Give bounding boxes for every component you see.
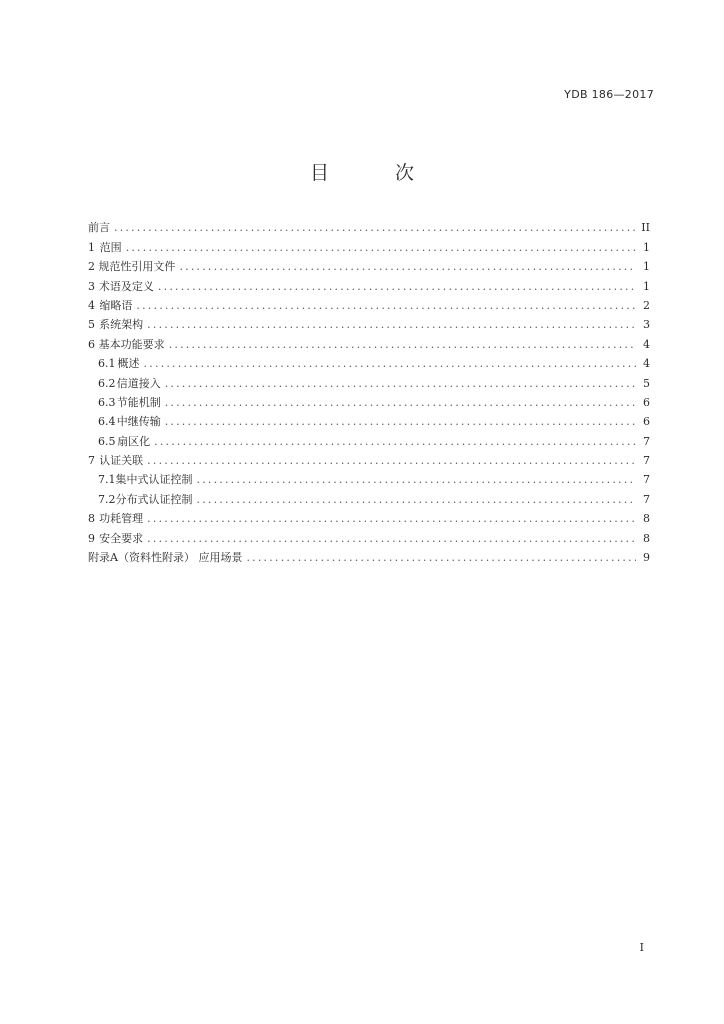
toc-entry[interactable] [88, 391, 650, 410]
toc-entry-number: 5 [88, 318, 95, 332]
toc-entry[interactable] [88, 468, 650, 487]
toc-entry-page: 1 [643, 260, 650, 274]
toc-leader-dots [147, 512, 636, 526]
toc-leader-dots [165, 415, 636, 429]
toc-entry[interactable] [88, 526, 650, 545]
toc-leader-dots [165, 377, 636, 391]
toc-leader-dots [169, 338, 636, 352]
toc-entry-page: 2 [643, 298, 650, 312]
toc-entry-number: 9 [88, 531, 95, 545]
toc-entry[interactable] [88, 410, 650, 429]
toc-entry-label: 节能机制 [116, 395, 161, 409]
toc-entry-label: 术语及定义 [98, 279, 154, 293]
toc-entry-number: 2 [88, 260, 95, 274]
toc-entry-page: 8 [643, 531, 650, 545]
toc-entry-label: 分布式认证控制 [115, 492, 193, 506]
toc-leader-dots [154, 435, 636, 449]
toc-entry[interactable] [88, 216, 650, 235]
toc-entry[interactable] [88, 487, 650, 506]
toc-entry-label: 信道接入 [116, 376, 161, 390]
toc-entry-label: 扇区化 [117, 434, 151, 448]
toc-entry-number: 4 [88, 298, 95, 312]
toc-entry[interactable] [88, 371, 650, 390]
toc-leader-dots [246, 551, 636, 565]
toc-leader-dots [147, 454, 636, 468]
toc-leader-dots [179, 260, 636, 274]
toc-title: 目 次 [309, 162, 445, 184]
toc-entry[interactable] [88, 352, 650, 371]
toc-entry-label: 基本功能要求 [98, 337, 165, 351]
toc-entry-label: 附录A（资料性附录） 应用场景 [88, 551, 243, 565]
toc-entry-label: 缩略语 [99, 298, 133, 312]
toc-entry-label: 概述 [117, 357, 140, 371]
toc-entry[interactable] [88, 235, 650, 254]
toc-entry-number: 6 [88, 337, 95, 351]
toc-entry[interactable] [88, 313, 650, 332]
document-code: YDB 186—2017 [564, 88, 654, 101]
toc-entry-number: 1 [88, 240, 95, 254]
toc-entry[interactable] [88, 546, 650, 565]
toc-entry-page: 1 [643, 279, 650, 293]
toc-entry-number: 6.1 [98, 357, 116, 371]
toc-entry-page: 6 [643, 415, 650, 429]
toc-list [88, 216, 650, 565]
toc-entry[interactable] [88, 332, 650, 351]
toc-entry-page: 7 [643, 434, 650, 448]
toc-entry-page: II [641, 221, 650, 235]
toc-leader-dots [147, 318, 636, 332]
toc-entry-label: 前言 [88, 221, 110, 235]
toc-entry-number: 8 [88, 512, 95, 526]
toc-leader-dots [114, 221, 636, 235]
toc-leader-dots [126, 241, 636, 255]
toc-entry-page: 4 [643, 357, 650, 371]
toc-entry-number: 6.3 [98, 395, 116, 409]
toc-entry[interactable] [88, 507, 650, 526]
toc-entry-label: 安全要求 [99, 531, 144, 545]
toc-entry-label: 中继传输 [116, 415, 161, 429]
toc-entry-page: 1 [643, 240, 650, 254]
toc-entry-page: 3 [643, 318, 650, 332]
toc-leader-dots [136, 299, 636, 313]
toc-entry-number: 7.1 [98, 473, 116, 487]
toc-entry-number: 3 [88, 279, 95, 293]
toc-entry-page: 7 [643, 454, 650, 468]
toc-leader-dots [144, 357, 636, 371]
page-number: I [639, 941, 644, 954]
toc-entry-label: 范围 [99, 240, 122, 254]
toc-entry[interactable] [88, 449, 650, 468]
toc-entry-page: 7 [643, 492, 650, 506]
toc-entry-number: 7 [88, 454, 95, 468]
toc-entry-number: 6.2 [98, 376, 116, 390]
toc-entry[interactable] [88, 274, 650, 293]
toc-entry-label: 系统架构 [99, 318, 144, 332]
toc-entry-label: 功耗管理 [99, 512, 144, 526]
toc-entry-number: 6.5 [98, 434, 116, 448]
toc-entry-page: 5 [643, 376, 650, 390]
toc-entry-page: 9 [643, 551, 650, 565]
toc-leader-dots [197, 493, 637, 507]
toc-entry-page: 8 [643, 512, 650, 526]
toc-entry-page: 4 [643, 337, 650, 351]
toc-entry-label: 规范性引用文件 [98, 260, 176, 274]
toc-entry[interactable] [88, 294, 650, 313]
toc-entry-number: 6.4 [98, 415, 116, 429]
toc-entry[interactable] [88, 429, 650, 448]
toc-entry[interactable] [88, 255, 650, 274]
toc-entry-page: 7 [643, 473, 650, 487]
toc-entry-label: 集中式认证控制 [115, 473, 193, 487]
toc-leader-dots [165, 396, 636, 410]
toc-leader-dots [158, 280, 636, 294]
toc-entry-page: 6 [643, 395, 650, 409]
toc-entry-number: 7.2 [98, 492, 116, 506]
toc-leader-dots [197, 473, 637, 487]
toc-entry-label: 认证关联 [99, 454, 144, 468]
toc-leader-dots [147, 532, 636, 546]
